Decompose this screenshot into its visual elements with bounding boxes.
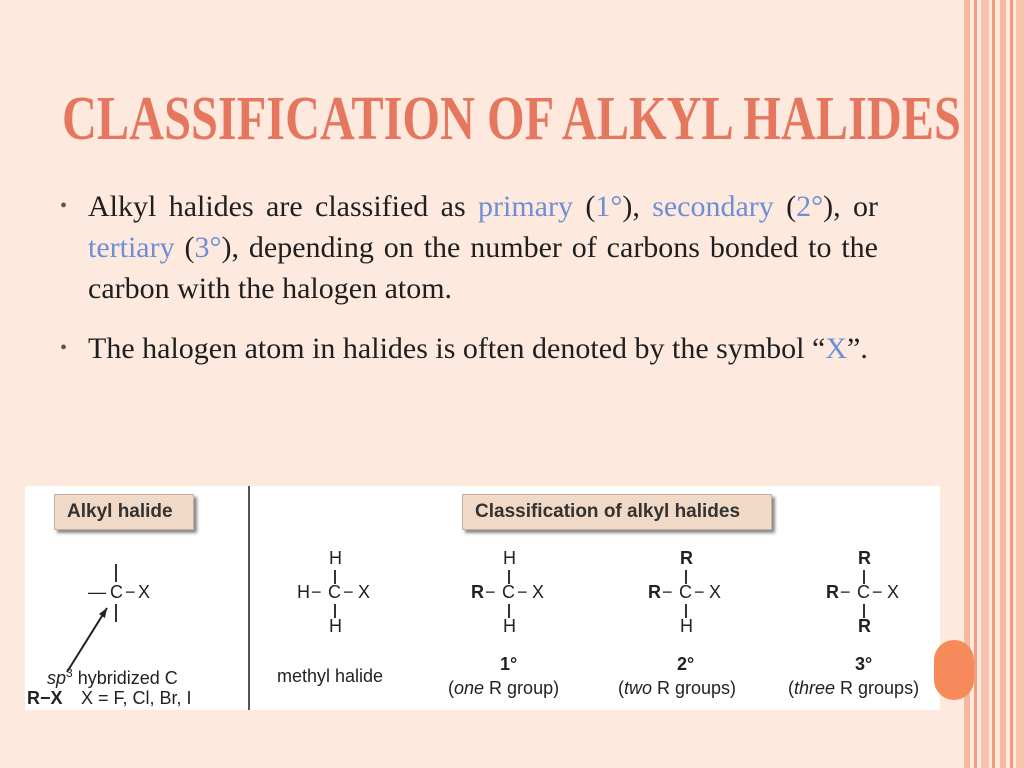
atom-x: X — [532, 582, 545, 602]
keyword-1-degree: 1° — [595, 190, 623, 223]
atom-x: X — [358, 582, 371, 602]
bullet-text: ), or — [823, 190, 879, 223]
caption-emphasis: one — [454, 678, 485, 698]
side-bar — [1000, 0, 1006, 768]
atom-c: C — [110, 582, 123, 602]
bullet-text: The halogen atom in halides is often denoted by the symbol “ — [88, 332, 826, 365]
bullet-text: Alkyl halides are classified as — [88, 190, 478, 223]
bond-hyphen: − — [517, 582, 528, 602]
bond-hyphen: − — [662, 582, 673, 602]
keyword-2-degree: 2° — [796, 190, 824, 223]
rx-label: R−X — [27, 688, 63, 708]
keyword-tertiary: tertiary — [88, 231, 175, 264]
atom-x: X — [709, 582, 722, 602]
atom-c: C — [857, 582, 870, 602]
caption-emphasis: three — [794, 678, 836, 698]
side-bar — [1010, 0, 1013, 768]
keyword-x: X — [825, 332, 848, 365]
atom-c: C — [328, 582, 341, 602]
bond-hyphen: − — [694, 582, 705, 602]
bullet-text: ), depending on the number of carbons bonded to the carbon with the halogen atom. — [88, 231, 878, 305]
side-bar — [974, 0, 977, 768]
arrow-head — [99, 608, 107, 618]
atom-h: H — [329, 616, 342, 636]
arrow-line — [67, 608, 107, 672]
tertiary-caption — [788, 678, 919, 699]
sp-text: sp — [47, 668, 67, 688]
secondary-caption — [618, 678, 736, 699]
atom-r: R — [858, 548, 871, 568]
side-bar — [1016, 0, 1024, 768]
tertiary-degree-label: 3° — [855, 654, 873, 674]
bullet-text: ( — [572, 190, 596, 223]
caption-text: ( — [448, 678, 454, 698]
atom-h: H — [297, 582, 310, 602]
bond-hyphen: − — [872, 582, 883, 602]
side-bar — [981, 0, 989, 768]
bullet-text: ”. — [847, 332, 868, 365]
bond-hyphen: − — [311, 582, 322, 602]
bullet-item — [58, 186, 878, 309]
bond-dash: — — [88, 582, 106, 602]
atom-h: H — [329, 548, 342, 568]
atom-r: R — [648, 582, 661, 602]
secondary-degree-label: 2° — [677, 654, 695, 674]
alkyl-halide-figure — [25, 486, 940, 710]
atom-r: R — [680, 548, 693, 568]
caption-emphasis: two — [624, 678, 653, 698]
decorative-circle — [934, 640, 974, 700]
classification-box: Classification of alkyl halides — [462, 494, 772, 530]
atom-c: C — [679, 582, 692, 602]
bullet-text: ( — [773, 190, 797, 223]
figure-divider — [248, 486, 250, 710]
hybridized-text: hybridized C — [72, 668, 178, 688]
sp-superscript: 3 — [66, 666, 73, 680]
caption-text: ( — [788, 678, 794, 698]
side-bar — [992, 0, 995, 768]
caption-text: R groups) — [652, 678, 737, 698]
slide-title: CLASSIFICATION OF ALKYL HALIDES — [62, 85, 961, 153]
bullet-text: ( — [174, 231, 195, 264]
caption-text: R group) — [484, 678, 560, 698]
atom-r: R — [858, 616, 871, 636]
atom-h: H — [503, 616, 516, 636]
atom-x: X — [887, 582, 900, 602]
atom-c: C — [502, 582, 515, 602]
arrow-graphic — [25, 486, 145, 686]
bullet-dot: • — [60, 337, 68, 359]
keyword-secondary: secondary — [652, 190, 774, 223]
atom-r: R — [471, 582, 484, 602]
x-list-label: X = F, Cl, Br, I — [81, 688, 192, 708]
bullet-text: ), — [622, 190, 653, 223]
bullet-dot: • — [60, 195, 68, 217]
bond-hyphen: − — [343, 582, 354, 602]
primary-caption — [448, 678, 559, 699]
sp3-label — [47, 666, 178, 689]
atom-h: H — [503, 548, 516, 568]
bond-hyphen: − — [840, 582, 851, 602]
bond-hyphen: − — [125, 582, 136, 602]
atom-h: H — [680, 616, 693, 636]
bullet-list — [58, 186, 878, 388]
caption-text: R groups) — [835, 678, 920, 698]
atom-r: R — [826, 582, 839, 602]
methyl-halide-caption: methyl halide — [277, 666, 384, 686]
keyword-3-degree: 3° — [194, 231, 222, 264]
alkyl-halide-box: Alkyl halide — [54, 494, 194, 530]
bond-hyphen: − — [485, 582, 496, 602]
primary-degree-label: 1° — [500, 654, 518, 674]
caption-text: ( — [618, 678, 624, 698]
atom-x: X — [138, 582, 151, 602]
bullet-item — [58, 328, 878, 369]
keyword-primary: primary — [478, 190, 573, 223]
